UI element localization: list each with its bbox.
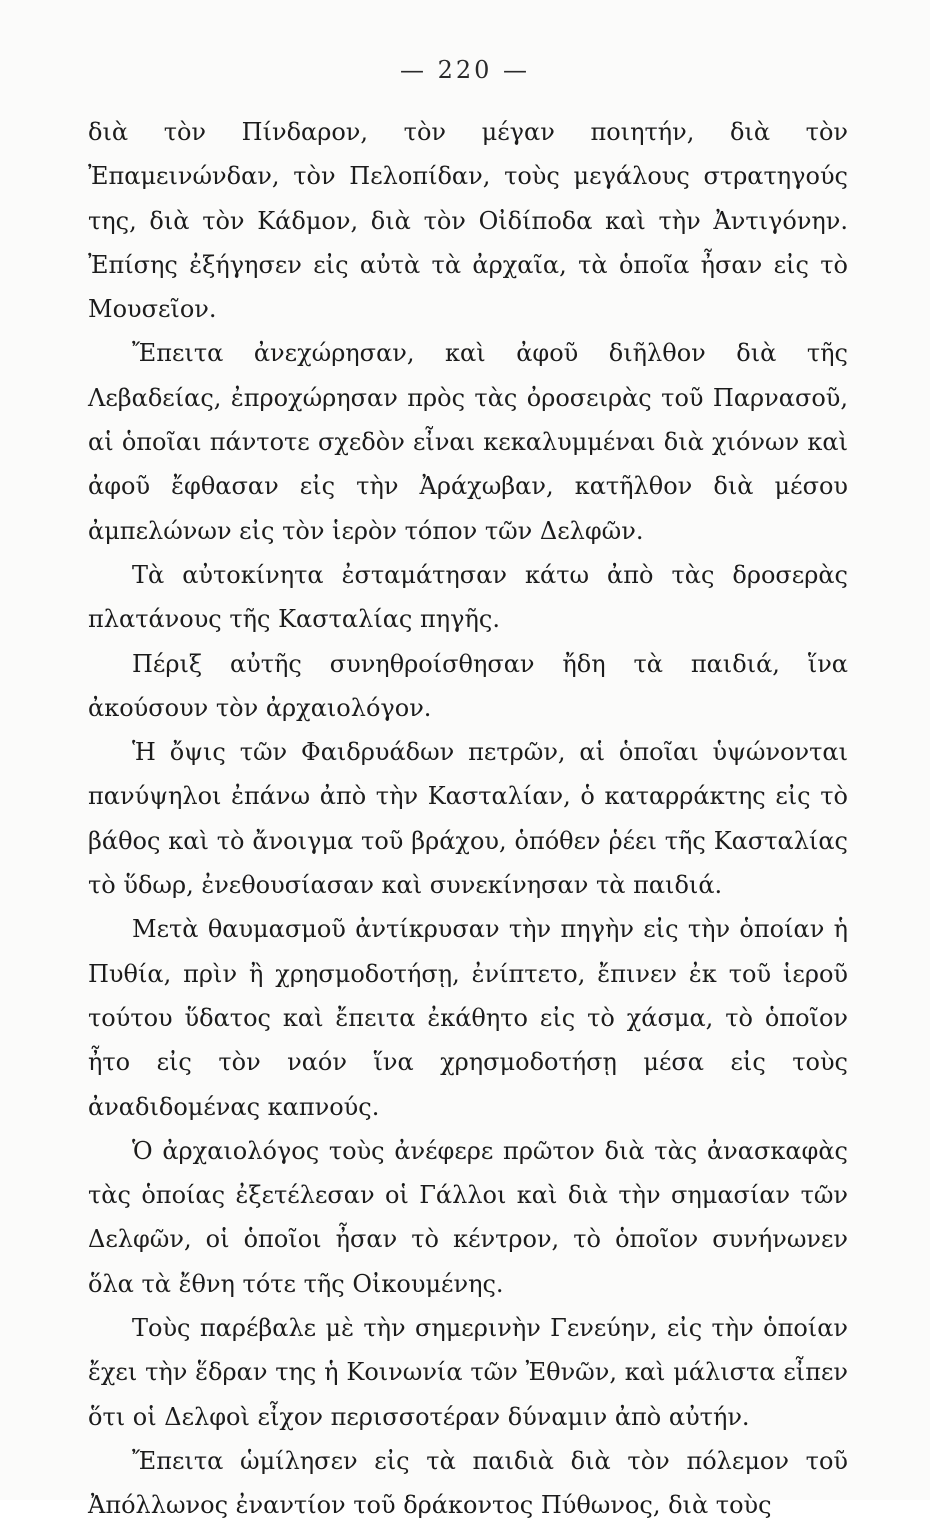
paragraph-apollo: Ἔπειτα ὡμίλησεν εἰς τὰ παιδιὰ διὰ τὸν πόλεμον τοῦ Ἀπόλλωνος ἐναντίον τοῦ δράκοντος Πύθωνος, διὰ τοὺς xyxy=(88,1446,848,1520)
paragraph-excavations: Ὁ ἀρχαιολόγος τοὺς ἀνέφερε πρῶτον διὰ τὰς ἀνασκαφὰς τὰς ὁποίας ἐξετέλεσαν οἱ Γάλλοι καὶ διὰ τὴν σημασίαν τῶν Δελφῶν, οἱ ὁποῖοι ἦσαν τὸ κέντρον, τὸ ὁποῖον συνήνωνεν ὅλα τὰ ἔθνη τότε τῆς Οἰκουμένης. xyxy=(88,1136,848,1298)
paragraph-pythia: Μετὰ θαυμασμοῦ ἀντίκρυσαν τὴν πηγὴν εἰς τὴν ὁποίαν ἡ Πυθία, πρὶν ἢ χρησμοδοτήσῃ, ἐνίπτετο, ἔπινεν ἐκ τοῦ ἱεροῦ τούτου ὕδατος καὶ ἔπειτα ἐκάθητο εἰς τὸ χάσμα, τὸ ὁποῖον ἦτο εἰς τὸν ναόν ἵνα χρησμοδοτήσῃ μέσα εἰς τοὺς ἀναδιδομένας καπνούς. xyxy=(88,915,848,1121)
paragraph-phaedriades: Ἡ ὄψις τῶν Φαιδρυάδων πετρῶν, αἱ ὁποῖαι ὑψώνονται πανύψηλοι ἐπάνω ἀπὸ τὴν Κασταλίαν, ὁ καταρράκτης εἰς τὸ βάθος καὶ τὸ ἄνοιγμα τοῦ βράχου, ὁπόθεν ῥέει τῆς Κασταλίας τὸ ὕδωρ, ἐνεθουσίασαν καὶ συνεκίνησαν τὰ παιδιά. xyxy=(88,738,848,900)
paragraph-geneva: Τοὺς παρέβαλε μὲ τὴν σημερινὴν Γενεύην, εἰς τὴν ὁποίαν ἔχει τὴν ἕδραν της ἡ Κοινωνία τῶν Ἐθνῶν, καὶ μάλιστα εἶπεν ὅτι οἱ Δελφοὶ εἶχον περισσοτέραν δύναμιν ἀπὸ αὐτήν. xyxy=(88,1314,848,1431)
paragraph-children-gathered: Πέριξ αὐτῆς συνηθροίσθησαν ἤδη τὰ παιδιά, ἵνα ἀκούσουν τὸν ἀρχαιολόγον. xyxy=(88,649,848,722)
paragraph-continuation: διὰ τὸν Πίνδαρον, τὸν μέγαν ποιητήν, διὰ τὸν Ἐπαμεινώνδαν, τὸν Πελοπίδαν, τοὺς μεγάλους στρατηγούς της, διὰ τὸν Κάδμον, διὰ τὸν Οἰδίποδα καὶ τὴν Ἀντιγόνην. Ἐπίσης ἐξήγησεν εἰς αὐτὰ τὰ ἀρχαῖα, τὰ ὁποῖα ἦσαν εἰς τὸ Μουσεῖον. xyxy=(88,118,848,324)
paragraph-cars-stopped: Τὰ αὐτοκίνητα ἐσταμάτησαν κάτω ἀπὸ τὰς δροσερὰς πλατάνους τῆς Κασταλίας πηγῆς. xyxy=(88,560,848,634)
page-number: — 220 — xyxy=(399,56,531,84)
page-body xyxy=(88,110,848,1528)
paragraph-departure: Ἔπειτα ἀνεχώρησαν, καὶ ἀφοῦ διῆλθον διὰ τῆς Λεβαδείας, ἐπροχώρησαν πρὸς τὰς ὀροσειρὰς τοῦ Παρνασοῦ, αἱ ὁποῖαι πάντοτε σχεδὸν εἶναι κεκαλυμμέναι διὰ χιόνων καὶ ἀφοῦ ἔφθασαν εἰς τὴν Ἀράχωβαν, κατῆλθον διὰ μέσου ἀμπελώνων εἰς τὸν ἱερὸν τόπον τῶν Δελφῶν. xyxy=(88,339,848,545)
